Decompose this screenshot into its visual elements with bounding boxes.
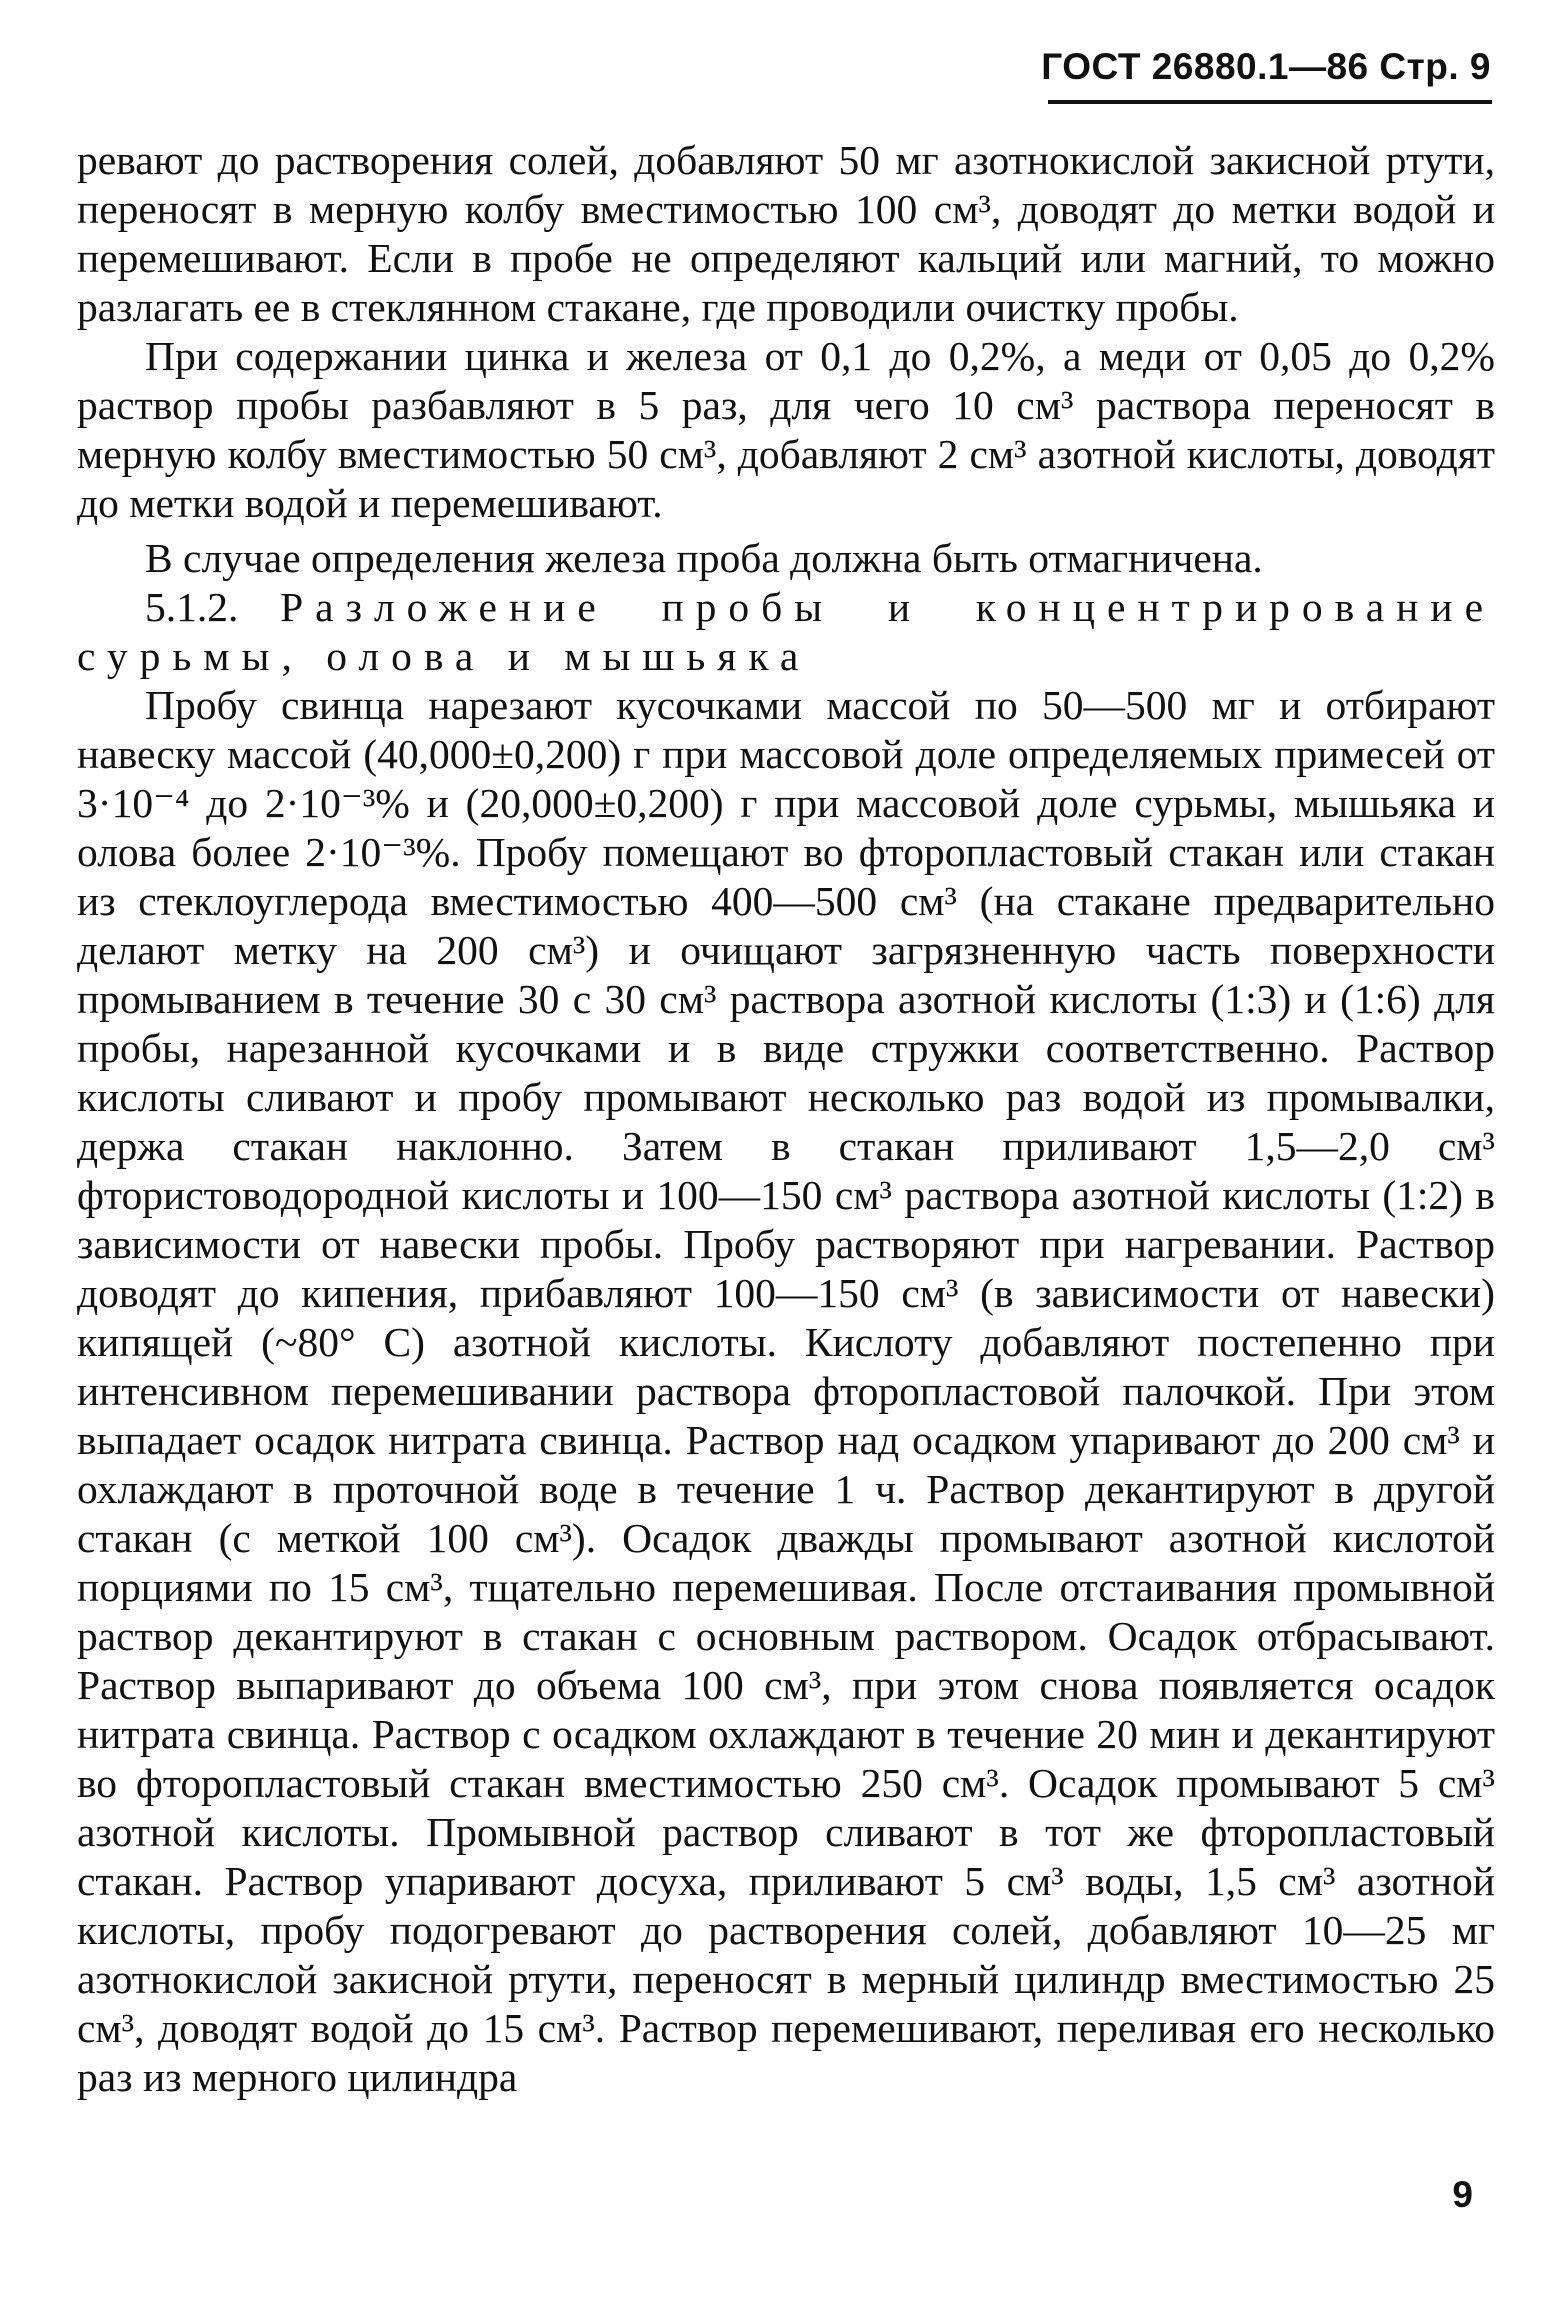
section-heading [77, 583, 1495, 681]
document-body [77, 136, 1495, 2102]
page-number: 9 [1452, 2174, 1473, 2215]
header-rule [1048, 100, 1492, 104]
paragraph-zinc-iron-copper: При содержании цинка и железа от 0,1 до 0,2%, а меди от 0,05 до 0,2% раствор пробы разбавляют в 5 раз, для чего 10 см³ раствора переносят в мерную колбу вместимостью 50 см³, добавляют 2 см³ азотной кислоты, доводят до метки водой и перемешивают. [77, 333, 1495, 526]
paragraph-continuation: ревают до растворения солей, добавляют 50 мг азотнокислой закисной ртути, переносят в мерную колбу вместимостью 100 см³, доводят до метки водой и перемешивают. Если в пробе не определяют кальций или магний, то можно разлагать ее в стеклянном стакане, где проводили очистку пробы. [77, 137, 1495, 330]
section-text: Пробу свинца нарезают кусочками массой по 50—500 мг и отбирают навеску массой (40,000±0,200) г при массовой доле определяемых примесей от 3·10⁻⁴ до 2·10⁻³% и (20,000±0,200) г при массовой доле сурьмы, мышьяка и олова более 2·10⁻³%. Пробу помещают во фторопластовый стакан или стакан из стеклоуглерода вместимостью 400—500 см³ (на стакане предварительно делают метку на 200 см³) и очищают загрязненную часть поверхности промыванием в течение 30 с 30 см³ раствора азотной кислоты (1:3) и (1:6) для пробы, нарезанной кусочками и в виде стружки соответственно. Раствор кислоты сливают и пробу промывают несколько раз водой из промывалки, держа стакан наклонно. Затем в стакан приливают 1,5—2,0 см³ фтористоводородной кислоты и 100—150 см³ раствора азотной кислоты (1:2) в зависимости от навески пробы. Пробу растворяют при нагревании. Раствор доводят до кипения, прибавляют 100—150 см³ (в зависимости от навески) кипящей (~80° С) азотной кислоты. Кислоту добавляют постепенно при интенсивном перемешивании раствора фторопластовой палочкой. При этом выпадает осадок нитрата свинца. Раствор над осадком упаривают до 200 см³ и охлаждают в проточной воде в течение 1 ч. Раствор декантируют в другой стакан (с меткой 100 см³). Осадок дважды промывают азотной кислотой порциями по 15 см³, тщательно перемешивая. После отстаивания промывной раствор декантируют в стакан с основным раствором. Осадок отбрасывают. Раствор выпаривают до объема 100 см³, при этом снова появляется осадок нитрата свинца. Раствор с осадком охлаждают в течение 20 мин и декантируют во фторопластовый стакан вместимостью 250 см³. Осадок промывают 5 см³ азотной кислоты. Промывной раствор сливают в тот же фторопластовый стакан. Раствор упаривают досуха, приливают 5 см³ воды, 1,5 см³ азотной кислоты, пробу подогревают до растворения солей, добавляют 10—25 мг азотнокислой закисной ртути, переносят в мерный цилиндр вместимостью 25 см³, доводят водой до 15 см³. Раствор перемешивают, переливая его несколько раз из мерного цилиндра [77, 682, 1495, 2100]
paragraph-iron-demagnetize: В случае определения железа проба должна быть отмагничена. [145, 535, 1263, 581]
page-header: ГОСТ 26880.1—86 Стр. 9 [1041, 46, 1491, 87]
section-number: 5.1.2. [145, 584, 239, 630]
section-title: Разложение пробы и концентрирование сурьмы, олова и мышьяка [77, 584, 1495, 679]
